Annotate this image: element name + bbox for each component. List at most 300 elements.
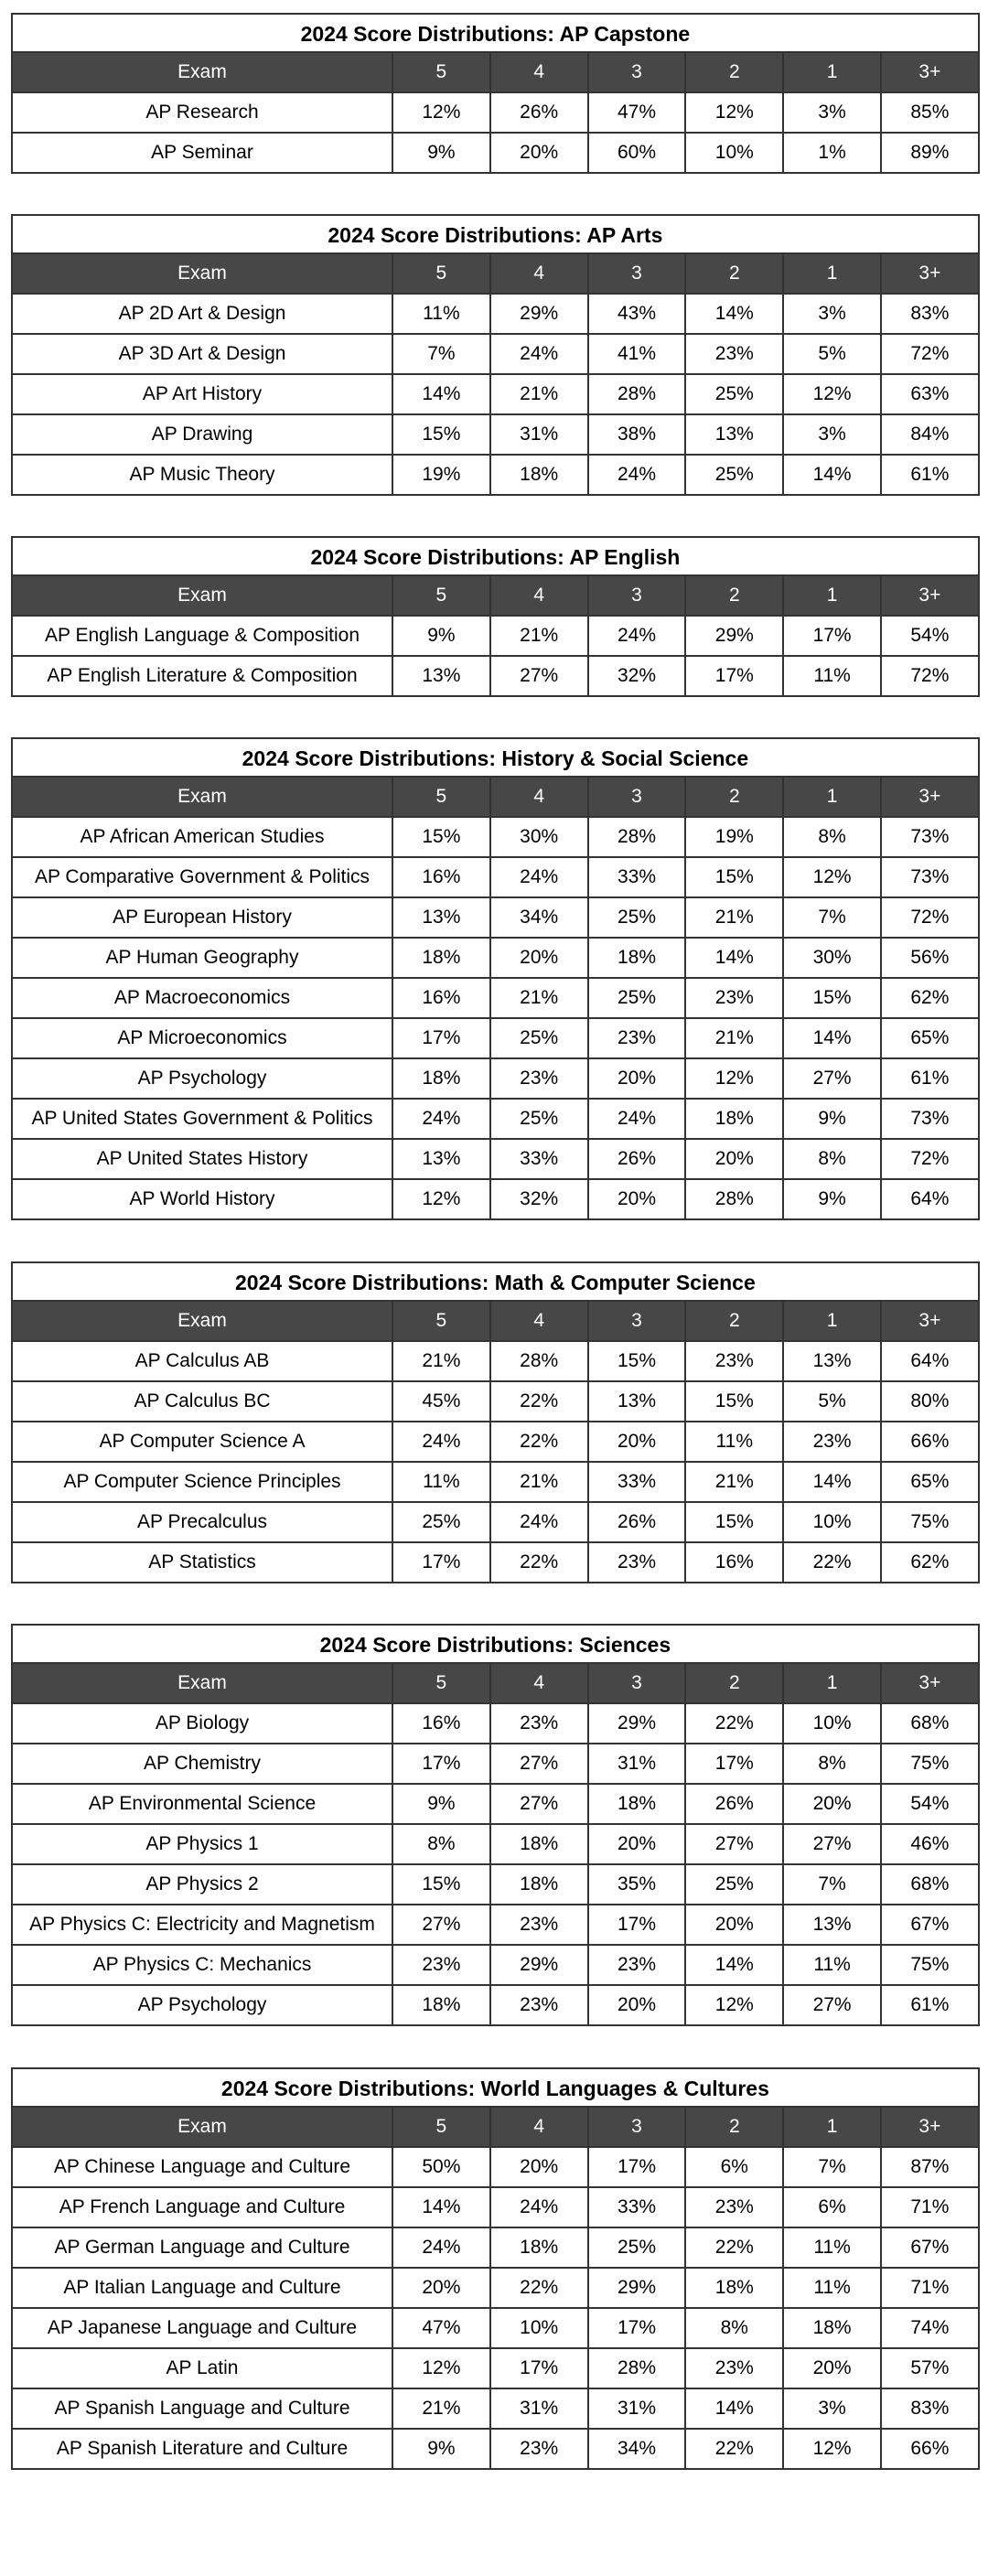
exam-name-cell: AP Art History (12, 374, 392, 414)
score-5-cell: 21% (392, 2388, 490, 2429)
score-5-cell: 9% (392, 2429, 490, 2469)
score-4-column-header: 4 (490, 52, 588, 92)
score-3-plus-cell: 54% (881, 1784, 979, 1824)
score-4-cell: 31% (490, 414, 588, 455)
exam-name-cell: AP Computer Science A (12, 1422, 392, 1462)
table-row (12, 2187, 979, 2227)
score-3-cell: 18% (588, 938, 686, 978)
score-3-plus-cell: 72% (881, 334, 979, 374)
score-5-column-header: 5 (392, 1663, 490, 1703)
score-4-cell: 24% (490, 857, 588, 897)
score-5-column-header: 5 (392, 1301, 490, 1341)
section-table (11, 536, 980, 697)
score-5-cell: 50% (392, 2147, 490, 2187)
score-5-column-header: 5 (392, 777, 490, 817)
score-1-cell: 7% (783, 1864, 881, 1905)
exam-name-cell: AP Comparative Government & Politics (12, 857, 392, 897)
score-5-cell: 13% (392, 1139, 490, 1179)
score-5-cell: 25% (392, 1502, 490, 1542)
score-3-column-header: 3 (588, 2107, 686, 2147)
exam-name-cell: AP Calculus BC (12, 1381, 392, 1422)
score-3-plus-cell: 75% (881, 1744, 979, 1784)
score-4-cell: 34% (490, 897, 588, 938)
score-2-cell: 12% (685, 92, 783, 133)
score-3-plus-cell: 72% (881, 1139, 979, 1179)
score-1-column-header: 1 (783, 1301, 881, 1341)
score-4-cell: 23% (490, 1905, 588, 1945)
score-4-column-header: 4 (490, 1663, 588, 1703)
table-row (12, 92, 979, 133)
exam-column-header: Exam (12, 2107, 392, 2147)
table-row (12, 455, 979, 495)
score-3-plus-cell: 71% (881, 2187, 979, 2227)
table-row (12, 2348, 979, 2388)
score-4-column-header: 4 (490, 1301, 588, 1341)
table-row (12, 1099, 979, 1139)
score-1-cell: 12% (783, 857, 881, 897)
score-4-cell: 18% (490, 2227, 588, 2268)
score-2-cell: 17% (685, 656, 783, 696)
section-title: 2024 Score Distributions: AP Capstone (11, 13, 980, 51)
score-4-cell: 27% (490, 1784, 588, 1824)
exam-column-header: Exam (12, 52, 392, 92)
score-3-plus-cell: 65% (881, 1018, 979, 1058)
score-3-plus-cell: 89% (881, 133, 979, 173)
score-3-cell: 25% (588, 897, 686, 938)
table-row (12, 817, 979, 857)
score-3-cell: 35% (588, 1864, 686, 1905)
score-2-cell: 15% (685, 1381, 783, 1422)
score-4-cell: 18% (490, 1824, 588, 1864)
score-2-cell: 23% (685, 2187, 783, 2227)
score-2-cell: 16% (685, 1542, 783, 1583)
score-1-cell: 8% (783, 817, 881, 857)
table-row (12, 656, 979, 696)
score-4-cell: 31% (490, 2388, 588, 2429)
score-5-cell: 11% (392, 294, 490, 334)
score-2-cell: 21% (685, 1462, 783, 1502)
score-1-cell: 15% (783, 978, 881, 1018)
score-3-plus-cell: 61% (881, 455, 979, 495)
score-5-cell: 47% (392, 2308, 490, 2348)
score-4-column-header: 4 (490, 777, 588, 817)
column-header-row (12, 1663, 979, 1703)
score-4-cell: 28% (490, 1341, 588, 1381)
score-4-cell: 25% (490, 1018, 588, 1058)
score-5-cell: 17% (392, 1018, 490, 1058)
table-row (12, 1905, 979, 1945)
table-row (12, 1179, 979, 1219)
score-3-cell: 20% (588, 1985, 686, 2025)
score-4-cell: 26% (490, 92, 588, 133)
table-row (12, 2388, 979, 2429)
score-2-cell: 13% (685, 414, 783, 455)
score-3-cell: 20% (588, 1058, 686, 1099)
score-1-cell: 22% (783, 1542, 881, 1583)
score-3-cell: 33% (588, 1462, 686, 1502)
table-row (12, 1341, 979, 1381)
score-1-cell: 7% (783, 897, 881, 938)
score-1-cell: 12% (783, 374, 881, 414)
score-2-cell: 15% (685, 857, 783, 897)
score-2-cell: 17% (685, 1744, 783, 1784)
column-header-row (12, 1301, 979, 1341)
score-1-cell: 3% (783, 294, 881, 334)
score-1-cell: 1% (783, 133, 881, 173)
score-2-cell: 15% (685, 1502, 783, 1542)
score-1-column-header: 1 (783, 253, 881, 294)
section-table (11, 1261, 980, 1583)
score-5-column-header: 5 (392, 2107, 490, 2147)
score-5-column-header: 5 (392, 575, 490, 616)
table-row (12, 294, 979, 334)
score-2-cell: 25% (685, 1864, 783, 1905)
score-5-cell: 24% (392, 1099, 490, 1139)
score-5-cell: 13% (392, 656, 490, 696)
section-table (11, 214, 980, 496)
score-distribution-tables (11, 13, 978, 2470)
score-5-cell: 18% (392, 938, 490, 978)
score-3-plus-cell: 72% (881, 656, 979, 696)
score-4-cell: 18% (490, 455, 588, 495)
score-2-cell: 10% (685, 133, 783, 173)
score-5-cell: 15% (392, 1864, 490, 1905)
score-2-cell: 14% (685, 2388, 783, 2429)
exam-name-cell: AP English Literature & Composition (12, 656, 392, 696)
exam-name-cell: AP Seminar (12, 133, 392, 173)
score-3-plus-cell: 83% (881, 2388, 979, 2429)
score-4-cell: 30% (490, 817, 588, 857)
score-5-cell: 14% (392, 374, 490, 414)
table-row (12, 2147, 979, 2187)
exam-name-cell: AP Music Theory (12, 455, 392, 495)
score-4-cell: 33% (490, 1139, 588, 1179)
score-5-cell: 12% (392, 1179, 490, 1219)
score-3-cell: 24% (588, 455, 686, 495)
column-header-row (12, 52, 979, 92)
score-4-cell: 24% (490, 1502, 588, 1542)
table-row (12, 2268, 979, 2308)
score-2-cell: 25% (685, 455, 783, 495)
score-5-cell: 13% (392, 897, 490, 938)
score-3-cell: 26% (588, 1502, 686, 1542)
score-3-cell: 17% (588, 2147, 686, 2187)
score-1-cell: 13% (783, 1341, 881, 1381)
score-3-cell: 28% (588, 817, 686, 857)
score-2-column-header: 2 (685, 1301, 783, 1341)
table-row (12, 1703, 979, 1744)
score-2-cell: 23% (685, 2348, 783, 2388)
score-2-cell: 14% (685, 938, 783, 978)
exam-name-cell: AP Latin (12, 2348, 392, 2388)
score-3-plus-column-header: 3+ (881, 52, 979, 92)
score-4-cell: 18% (490, 1864, 588, 1905)
score-3-plus-cell: 64% (881, 1179, 979, 1219)
exam-name-cell: AP Microeconomics (12, 1018, 392, 1058)
score-1-cell: 20% (783, 2348, 881, 2388)
score-2-column-header: 2 (685, 777, 783, 817)
score-5-cell: 8% (392, 1824, 490, 1864)
score-1-cell: 10% (783, 1703, 881, 1744)
score-5-cell: 12% (392, 92, 490, 133)
exam-name-cell: AP 3D Art & Design (12, 334, 392, 374)
score-1-cell: 27% (783, 1058, 881, 1099)
exam-name-cell: AP Human Geography (12, 938, 392, 978)
score-3-plus-cell: 57% (881, 2348, 979, 2388)
exam-name-cell: AP European History (12, 897, 392, 938)
score-2-cell: 12% (685, 1058, 783, 1099)
score-1-cell: 5% (783, 334, 881, 374)
score-2-cell: 23% (685, 1341, 783, 1381)
score-3-cell: 25% (588, 978, 686, 1018)
section-table (11, 737, 980, 1220)
exam-name-cell: AP German Language and Culture (12, 2227, 392, 2268)
score-3-cell: 20% (588, 1422, 686, 1462)
score-3-plus-cell: 75% (881, 1502, 979, 1542)
section-title: 2024 Score Distributions: AP English (11, 536, 980, 574)
table-row (12, 1058, 979, 1099)
score-4-cell: 23% (490, 1058, 588, 1099)
score-1-cell: 9% (783, 1179, 881, 1219)
table-row (12, 133, 979, 173)
score-3-plus-cell: 73% (881, 857, 979, 897)
score-5-cell: 12% (392, 2348, 490, 2388)
score-3-plus-cell: 65% (881, 1462, 979, 1502)
score-1-cell: 17% (783, 616, 881, 656)
score-3-plus-cell: 64% (881, 1341, 979, 1381)
score-4-cell: 24% (490, 334, 588, 374)
score-5-cell: 14% (392, 2187, 490, 2227)
column-header-row (12, 2107, 979, 2147)
score-3-cell: 29% (588, 1703, 686, 1744)
score-1-column-header: 1 (783, 1663, 881, 1703)
score-1-cell: 11% (783, 656, 881, 696)
score-3-cell: 26% (588, 1139, 686, 1179)
score-2-cell: 6% (685, 2147, 783, 2187)
score-3-column-header: 3 (588, 777, 686, 817)
score-3-plus-cell: 73% (881, 817, 979, 857)
header-row (12, 253, 979, 294)
exam-name-cell: AP Italian Language and Culture (12, 2268, 392, 2308)
score-3-cell: 13% (588, 1381, 686, 1422)
score-2-cell: 21% (685, 897, 783, 938)
score-4-cell: 23% (490, 2429, 588, 2469)
score-3-cell: 24% (588, 616, 686, 656)
table-row (12, 1864, 979, 1905)
exam-name-cell: AP 2D Art & Design (12, 294, 392, 334)
score-1-cell: 30% (783, 938, 881, 978)
score-3-plus-cell: 54% (881, 616, 979, 656)
score-1-cell: 12% (783, 2429, 881, 2469)
score-3-column-header: 3 (588, 575, 686, 616)
score-2-cell: 22% (685, 1703, 783, 1744)
table-row (12, 1542, 979, 1583)
score-5-cell: 17% (392, 1744, 490, 1784)
section-table (11, 2067, 980, 2470)
exam-name-cell: AP French Language and Culture (12, 2187, 392, 2227)
score-3-plus-cell: 85% (881, 92, 979, 133)
score-4-cell: 20% (490, 2147, 588, 2187)
score-3-cell: 23% (588, 1542, 686, 1583)
score-3-plus-cell: 66% (881, 1422, 979, 1462)
score-3-plus-cell: 46% (881, 1824, 979, 1864)
score-3-plus-cell: 84% (881, 414, 979, 455)
exam-name-cell: AP Psychology (12, 1985, 392, 2025)
score-1-cell: 7% (783, 2147, 881, 2187)
section-title: 2024 Score Distributions: AP Arts (11, 214, 980, 252)
column-header-row (12, 253, 979, 294)
score-4-cell: 21% (490, 978, 588, 1018)
section-title: 2024 Score Distributions: Sciences (11, 1624, 980, 1662)
score-4-cell: 29% (490, 1945, 588, 1985)
score-1-cell: 3% (783, 2388, 881, 2429)
score-2-cell: 11% (685, 1422, 783, 1462)
header-row (12, 52, 979, 92)
header-row (12, 777, 979, 817)
score-1-cell: 5% (783, 1381, 881, 1422)
score-5-column-header: 5 (392, 52, 490, 92)
score-5-cell: 21% (392, 1341, 490, 1381)
exam-name-cell: AP Chemistry (12, 1744, 392, 1784)
section-title: 2024 Score Distributions: World Languages & Cultures (11, 2067, 980, 2106)
score-5-cell: 16% (392, 857, 490, 897)
score-1-cell: 14% (783, 1018, 881, 1058)
score-4-column-header: 4 (490, 253, 588, 294)
exam-name-cell: AP Chinese Language and Culture (12, 2147, 392, 2187)
exam-column-header: Exam (12, 777, 392, 817)
score-2-cell: 27% (685, 1824, 783, 1864)
exam-name-cell: AP World History (12, 1179, 392, 1219)
score-1-cell: 11% (783, 2227, 881, 2268)
score-1-cell: 9% (783, 1099, 881, 1139)
score-4-cell: 27% (490, 1744, 588, 1784)
header-row (12, 1301, 979, 1341)
score-4-cell: 23% (490, 1985, 588, 2025)
exam-name-cell: AP English Language & Composition (12, 616, 392, 656)
score-3-plus-cell: 61% (881, 1985, 979, 2025)
table-row (12, 857, 979, 897)
score-5-cell: 19% (392, 455, 490, 495)
exam-name-cell: AP Psychology (12, 1058, 392, 1099)
score-3-plus-cell: 80% (881, 1381, 979, 1422)
score-2-cell: 20% (685, 1905, 783, 1945)
score-3-plus-cell: 61% (881, 1058, 979, 1099)
exam-name-cell: AP United States History (12, 1139, 392, 1179)
score-3-plus-cell: 68% (881, 1703, 979, 1744)
score-4-cell: 32% (490, 1179, 588, 1219)
score-3-column-header: 3 (588, 52, 686, 92)
score-2-cell: 23% (685, 978, 783, 1018)
score-5-cell: 17% (392, 1542, 490, 1583)
score-2-cell: 20% (685, 1139, 783, 1179)
score-4-cell: 22% (490, 2268, 588, 2308)
score-1-column-header: 1 (783, 575, 881, 616)
score-3-plus-cell: 73% (881, 1099, 979, 1139)
table-row (12, 1422, 979, 1462)
score-2-cell: 18% (685, 1099, 783, 1139)
table-row (12, 334, 979, 374)
exam-name-cell: AP Biology (12, 1703, 392, 1744)
score-5-cell: 20% (392, 2268, 490, 2308)
score-2-cell: 29% (685, 616, 783, 656)
exam-name-cell: AP Research (12, 92, 392, 133)
exam-name-cell: AP Computer Science Principles (12, 1462, 392, 1502)
exam-name-cell: AP Environmental Science (12, 1784, 392, 1824)
header-row (12, 2107, 979, 2147)
score-5-cell: 27% (392, 1905, 490, 1945)
score-3-cell: 17% (588, 1905, 686, 1945)
score-2-column-header: 2 (685, 2107, 783, 2147)
table-row (12, 978, 979, 1018)
table-row (12, 1784, 979, 1824)
score-3-cell: 28% (588, 2348, 686, 2388)
score-1-cell: 18% (783, 2308, 881, 2348)
table-body (12, 817, 979, 1219)
score-5-cell: 23% (392, 1945, 490, 1985)
table-row (12, 1462, 979, 1502)
score-3-cell: 38% (588, 414, 686, 455)
score-2-cell: 23% (685, 334, 783, 374)
score-4-cell: 25% (490, 1099, 588, 1139)
table-row (12, 1381, 979, 1422)
score-3-plus-cell: 62% (881, 1542, 979, 1583)
table-row (12, 1502, 979, 1542)
table-row (12, 1744, 979, 1784)
exam-name-cell: AP Physics C: Mechanics (12, 1945, 392, 1985)
score-2-cell: 22% (685, 2227, 783, 2268)
table-row (12, 2227, 979, 2268)
score-1-cell: 20% (783, 1784, 881, 1824)
column-header-row (12, 575, 979, 616)
score-3-cell: 33% (588, 857, 686, 897)
score-4-cell: 21% (490, 616, 588, 656)
score-3-cell: 15% (588, 1341, 686, 1381)
exam-name-cell: AP Macroeconomics (12, 978, 392, 1018)
score-3-column-header: 3 (588, 253, 686, 294)
table-row (12, 1945, 979, 1985)
exam-name-cell: AP Calculus AB (12, 1341, 392, 1381)
score-4-cell: 27% (490, 656, 588, 696)
exam-name-cell: AP Spanish Language and Culture (12, 2388, 392, 2429)
exam-name-cell: AP Statistics (12, 1542, 392, 1583)
exam-column-header: Exam (12, 253, 392, 294)
column-header-row (12, 777, 979, 817)
score-2-cell: 18% (685, 2268, 783, 2308)
score-5-cell: 16% (392, 1703, 490, 1744)
score-3-plus-cell: 56% (881, 938, 979, 978)
score-3-cell: 23% (588, 1945, 686, 1985)
table-row (12, 897, 979, 938)
score-1-cell: 27% (783, 1824, 881, 1864)
score-1-cell: 3% (783, 414, 881, 455)
score-1-cell: 11% (783, 2268, 881, 2308)
score-5-cell: 9% (392, 133, 490, 173)
exam-name-cell: AP Physics 2 (12, 1864, 392, 1905)
score-1-cell: 23% (783, 1422, 881, 1462)
header-row (12, 1663, 979, 1703)
score-3-cell: 28% (588, 374, 686, 414)
table-row (12, 938, 979, 978)
score-1-cell: 14% (783, 1462, 881, 1502)
score-2-cell: 14% (685, 1945, 783, 1985)
score-5-cell: 16% (392, 978, 490, 1018)
score-1-column-header: 1 (783, 2107, 881, 2147)
header-row (12, 575, 979, 616)
score-5-cell: 15% (392, 414, 490, 455)
score-2-cell: 28% (685, 1179, 783, 1219)
score-3-cell: 41% (588, 334, 686, 374)
score-3-plus-cell: 83% (881, 294, 979, 334)
